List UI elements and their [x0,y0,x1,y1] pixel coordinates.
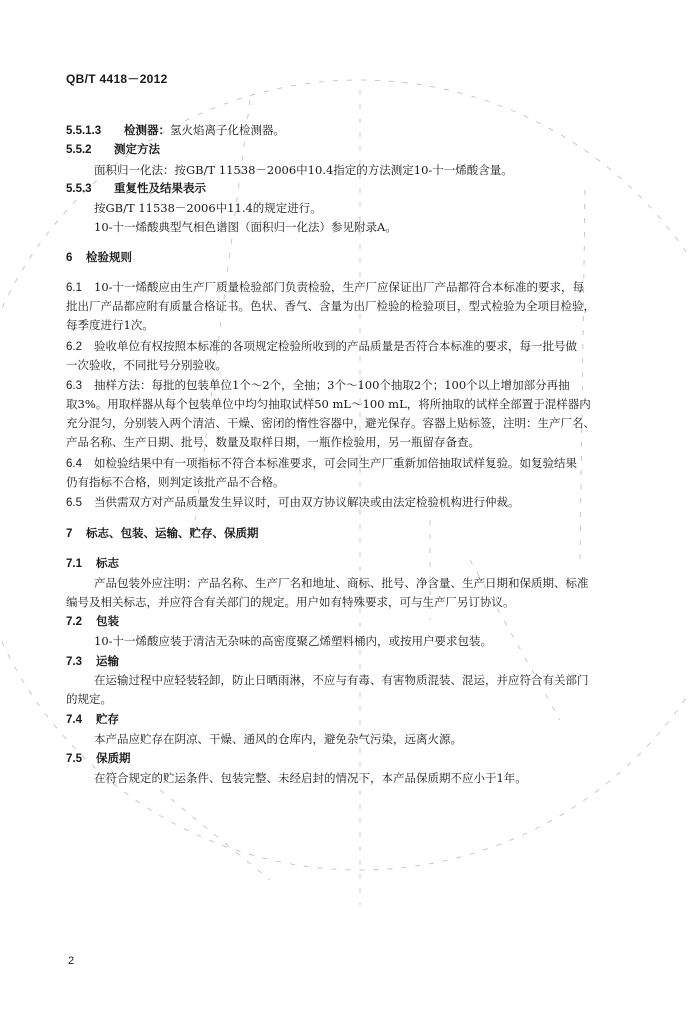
section-7-heading: 7 标志、包装、运输、贮存、保质期 [66,528,259,540]
section-6-4-line-1: 6.4 如检验结果中有一项指标不符合本标准要求，可会同生产厂重新加倍抽取试样复验。如复验结果 [66,456,577,470]
section-6-5-line-1: 6.5 当供需双方对产品质量发生异议时，可由双方协议解决或由法定检验机构进行仲裁。 [66,495,520,509]
section-7-5-line-1: 在符合规定的贮运条件、包装完整、未经启封的情况下，本产品保质期不应小于1年。 [94,771,527,785]
section-5-5-2-heading: 5.5.2 测定方法 [66,144,160,156]
section-6-4-line-2: 仍有指标不合格，则判定该批产品不合格。 [66,475,285,489]
page-number: 2 [68,955,75,967]
section-5-5-1-3: 5.5.1.3 检测器：氢火焰离子化检测器。 [66,123,285,137]
section-7-4-heading: 7.4 贮存 [66,714,119,726]
section-7-3-line-1: 在运输过程中应轻装轻卸，防止日晒雨淋，不应与有毒、有害物质混装、混运，并应符合有关部门 [94,673,589,687]
section-6-1-line-3: 每季度进行1次。 [66,318,154,332]
section-7-3-heading: 7.3 运输 [66,656,119,668]
section-6-1-line-2: 批出厂产品都应附有质量合格证书。色状、香气、含量为出厂检验的检验项目，型式检验为全项目检验， [66,299,595,313]
section-7-1-line-2: 编号及相关标志，并应符合有关部门的规定。用户如有特殊要求，可与生产厂另订协议。 [66,595,515,609]
standard-code: QB/T 4418－2012 [66,72,168,86]
section-6-1-line-1: 6.1 10-十一烯酸应由生产厂质量检验部门负责检验，生产厂应保证出厂产品都符合本标准的要求，每 [66,280,585,294]
section-6-3-line-2: 取3%。用取样器从每个包装单位中均匀抽取试样50 mL～100 mL，将所抽取的试样全部置于混样器内 [66,397,591,411]
section-7-5-heading: 7.5 保质期 [66,753,131,765]
section-5-5-2-text: 面积归一化法：按GB/T 11538－2006中10.4指定的方法测定10-十一烯酸含量。 [94,163,513,177]
section-5-5-3-text-2: 10-十一烯酸典型气相色谱图（面积归一化法）参见附录A。 [94,220,397,234]
section-7-1-line-1: 产品包装外应注明：产品名称、生产厂名和地址、商标、批号、净含量、生产日期和保质期、标准 [94,576,589,590]
section-5-5-3-text-1: 按GB/T 11538－2006中11.4的规定进行。 [94,201,322,215]
section-6-2-line-1: 6.2 验收单位有权按照本标准的各项规定检验所收到的产品质量是否符合本标准的要求，每一批号做 [66,339,577,353]
section-6-3-line-3: 充分混匀，分别装入两个清洁、干燥、密闭的惰性容器中，避光保存。容器上贴标签，注明：生产厂名、 [66,416,595,430]
section-6-2-line-2: 一次验收，不同批号分别验收。 [66,358,227,372]
section-6-heading: 6 检验规则 [66,252,132,264]
section-7-2-line-1: 10-十一烯酸应装于清洁无杂味的高密度聚乙烯塑料桶内，或按用户要求包装。 [94,634,493,648]
section-7-2-heading: 7.2 包装 [66,616,119,628]
section-7-1-heading: 7.1 标志 [66,558,119,570]
section-7-4-line-1: 本产品应贮存在阴凉、干燥、通风的仓库内，避免杂气污染，远离火源。 [94,732,462,746]
section-6-3-line-1: 6.3 抽样方法：每批的包装单位1个～2个，全抽；3个～100个抽取2个；100个以上增加部分再抽 [66,378,570,392]
section-7-3-line-2: 的规定。 [66,692,112,706]
section-5-5-3-heading: 5.5.3 重复性及结果表示 [66,183,206,195]
section-6-3-line-4: 产品名称、生产日期、批号、数量及取样日期，一瓶作检验用，另一瓶留存备查。 [66,435,480,449]
